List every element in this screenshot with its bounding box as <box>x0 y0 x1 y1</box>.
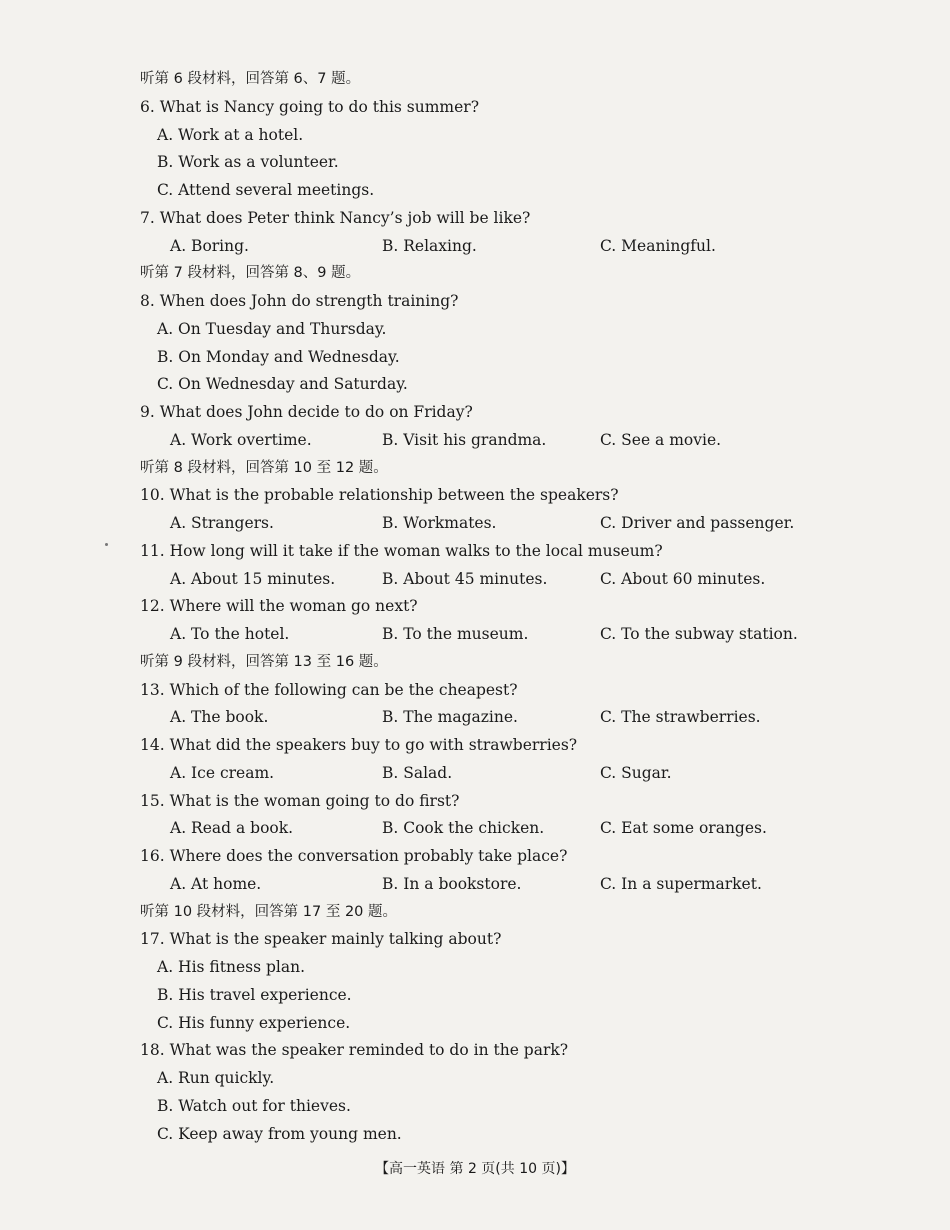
option: B. On Monday and Wednesday. <box>157 347 400 366</box>
option: A. Strangers. <box>170 514 274 532</box>
page-footer: 【高一英语 第 2 页(共 10 页)】 <box>375 1161 575 1177</box>
option: C. On Wednesday and Saturday. <box>157 375 408 394</box>
option-row <box>140 233 820 261</box>
option-row <box>140 427 820 455</box>
stray-mark <box>105 543 108 546</box>
question-stem: 6. What is Nancy going to do this summer? <box>140 97 480 116</box>
question-stem: 7. What does Peter think Nancy’s job will be like? <box>140 208 531 227</box>
option-row <box>140 871 820 899</box>
section-heading: 听第 9 段材料，回答第 13 至 16 题。 <box>140 653 388 670</box>
option: A. Boring. <box>170 236 249 255</box>
option-row <box>140 510 820 538</box>
option: A. At home. <box>170 874 262 893</box>
option: B. Workmates. <box>382 514 497 532</box>
option: B. Salad. <box>382 763 453 782</box>
option: B. Watch out for thieves. <box>157 1096 351 1115</box>
option: B. The magazine. <box>382 708 518 727</box>
question-stem: 11. How long will it take if the woman walks to the local museum? <box>140 541 663 560</box>
option-row <box>140 704 820 732</box>
question-stem: 10. What is the probable relationship between the speakers? <box>140 486 619 505</box>
option: A. On Tuesday and Thursday. <box>157 319 387 338</box>
option-row <box>140 760 820 788</box>
option: B. About 45 minutes. <box>382 569 548 588</box>
option: C. Sugar. <box>600 763 672 782</box>
option: C. Keep away from young men. <box>157 1124 402 1143</box>
option-row <box>140 815 820 843</box>
option: C. Attend several meetings. <box>157 181 375 199</box>
question-stem: 12. Where will the woman go next? <box>140 597 418 616</box>
question-stem: 8. When does John do strength training? <box>140 292 459 310</box>
question-stem: 16. Where does the conversation probably take place? <box>140 847 568 865</box>
option: C. See a movie. <box>600 430 722 449</box>
section-heading: 听第 10 段材料，回答第 17 至 20 题。 <box>140 903 398 920</box>
question-stem: 18. What was the speaker reminded to do in the park? <box>140 1041 569 1060</box>
option: A. Run quickly. <box>157 1069 275 1087</box>
option: A. About 15 minutes. <box>170 569 336 588</box>
option: B. His travel experience. <box>157 985 352 1004</box>
option: A. Ice cream. <box>170 763 275 782</box>
option: C. In a supermarket. <box>600 874 762 893</box>
option: A. Read a book. <box>170 819 294 838</box>
option: A. To the hotel. <box>170 625 290 643</box>
option: A. The book. <box>170 708 269 727</box>
option: C. Eat some oranges. <box>600 819 767 838</box>
option-row <box>140 566 820 594</box>
question-stem: 15. What is the woman going to do first? <box>140 791 460 810</box>
option: C. Meaningful. <box>600 236 716 255</box>
option: A. His fitness plan. <box>157 958 305 976</box>
option: C. Driver and passenger. <box>600 514 795 532</box>
option: B. Visit his grandma. <box>382 430 547 449</box>
option: C. About 60 minutes. <box>600 569 766 588</box>
question-stem: 13. Which of the following can be the cheapest? <box>140 680 518 699</box>
option: A. Work at a hotel. <box>157 125 304 144</box>
option: B. To the museum. <box>382 625 529 643</box>
option: B. Cook the chicken. <box>382 819 545 838</box>
option: C. The strawberries. <box>600 708 761 727</box>
question-stem: 14. What did the speakers buy to go with strawberries? <box>140 736 578 754</box>
section-heading: 听第 7 段材料，回答第 8、9 题。 <box>140 265 361 282</box>
option: C. To the subway station. <box>600 625 798 643</box>
option: B. Work as a volunteer. <box>157 153 339 172</box>
question-stem: 17. What is the speaker mainly talking about? <box>140 930 502 949</box>
question-stem: 9. What does John decide to do on Friday? <box>140 403 473 421</box>
section-heading: 听第 8 段材料，回答第 10 至 12 题。 <box>140 459 388 476</box>
option: A. Work overtime. <box>170 430 312 449</box>
option-row <box>140 621 820 649</box>
question-page <box>140 66 820 1148</box>
option: B. Relaxing. <box>382 236 477 255</box>
section-heading: 听第 6 段材料，回答第 6、7 题。 <box>140 71 361 87</box>
option: B. In a bookstore. <box>382 874 522 893</box>
option: C. His funny experience. <box>157 1013 351 1032</box>
